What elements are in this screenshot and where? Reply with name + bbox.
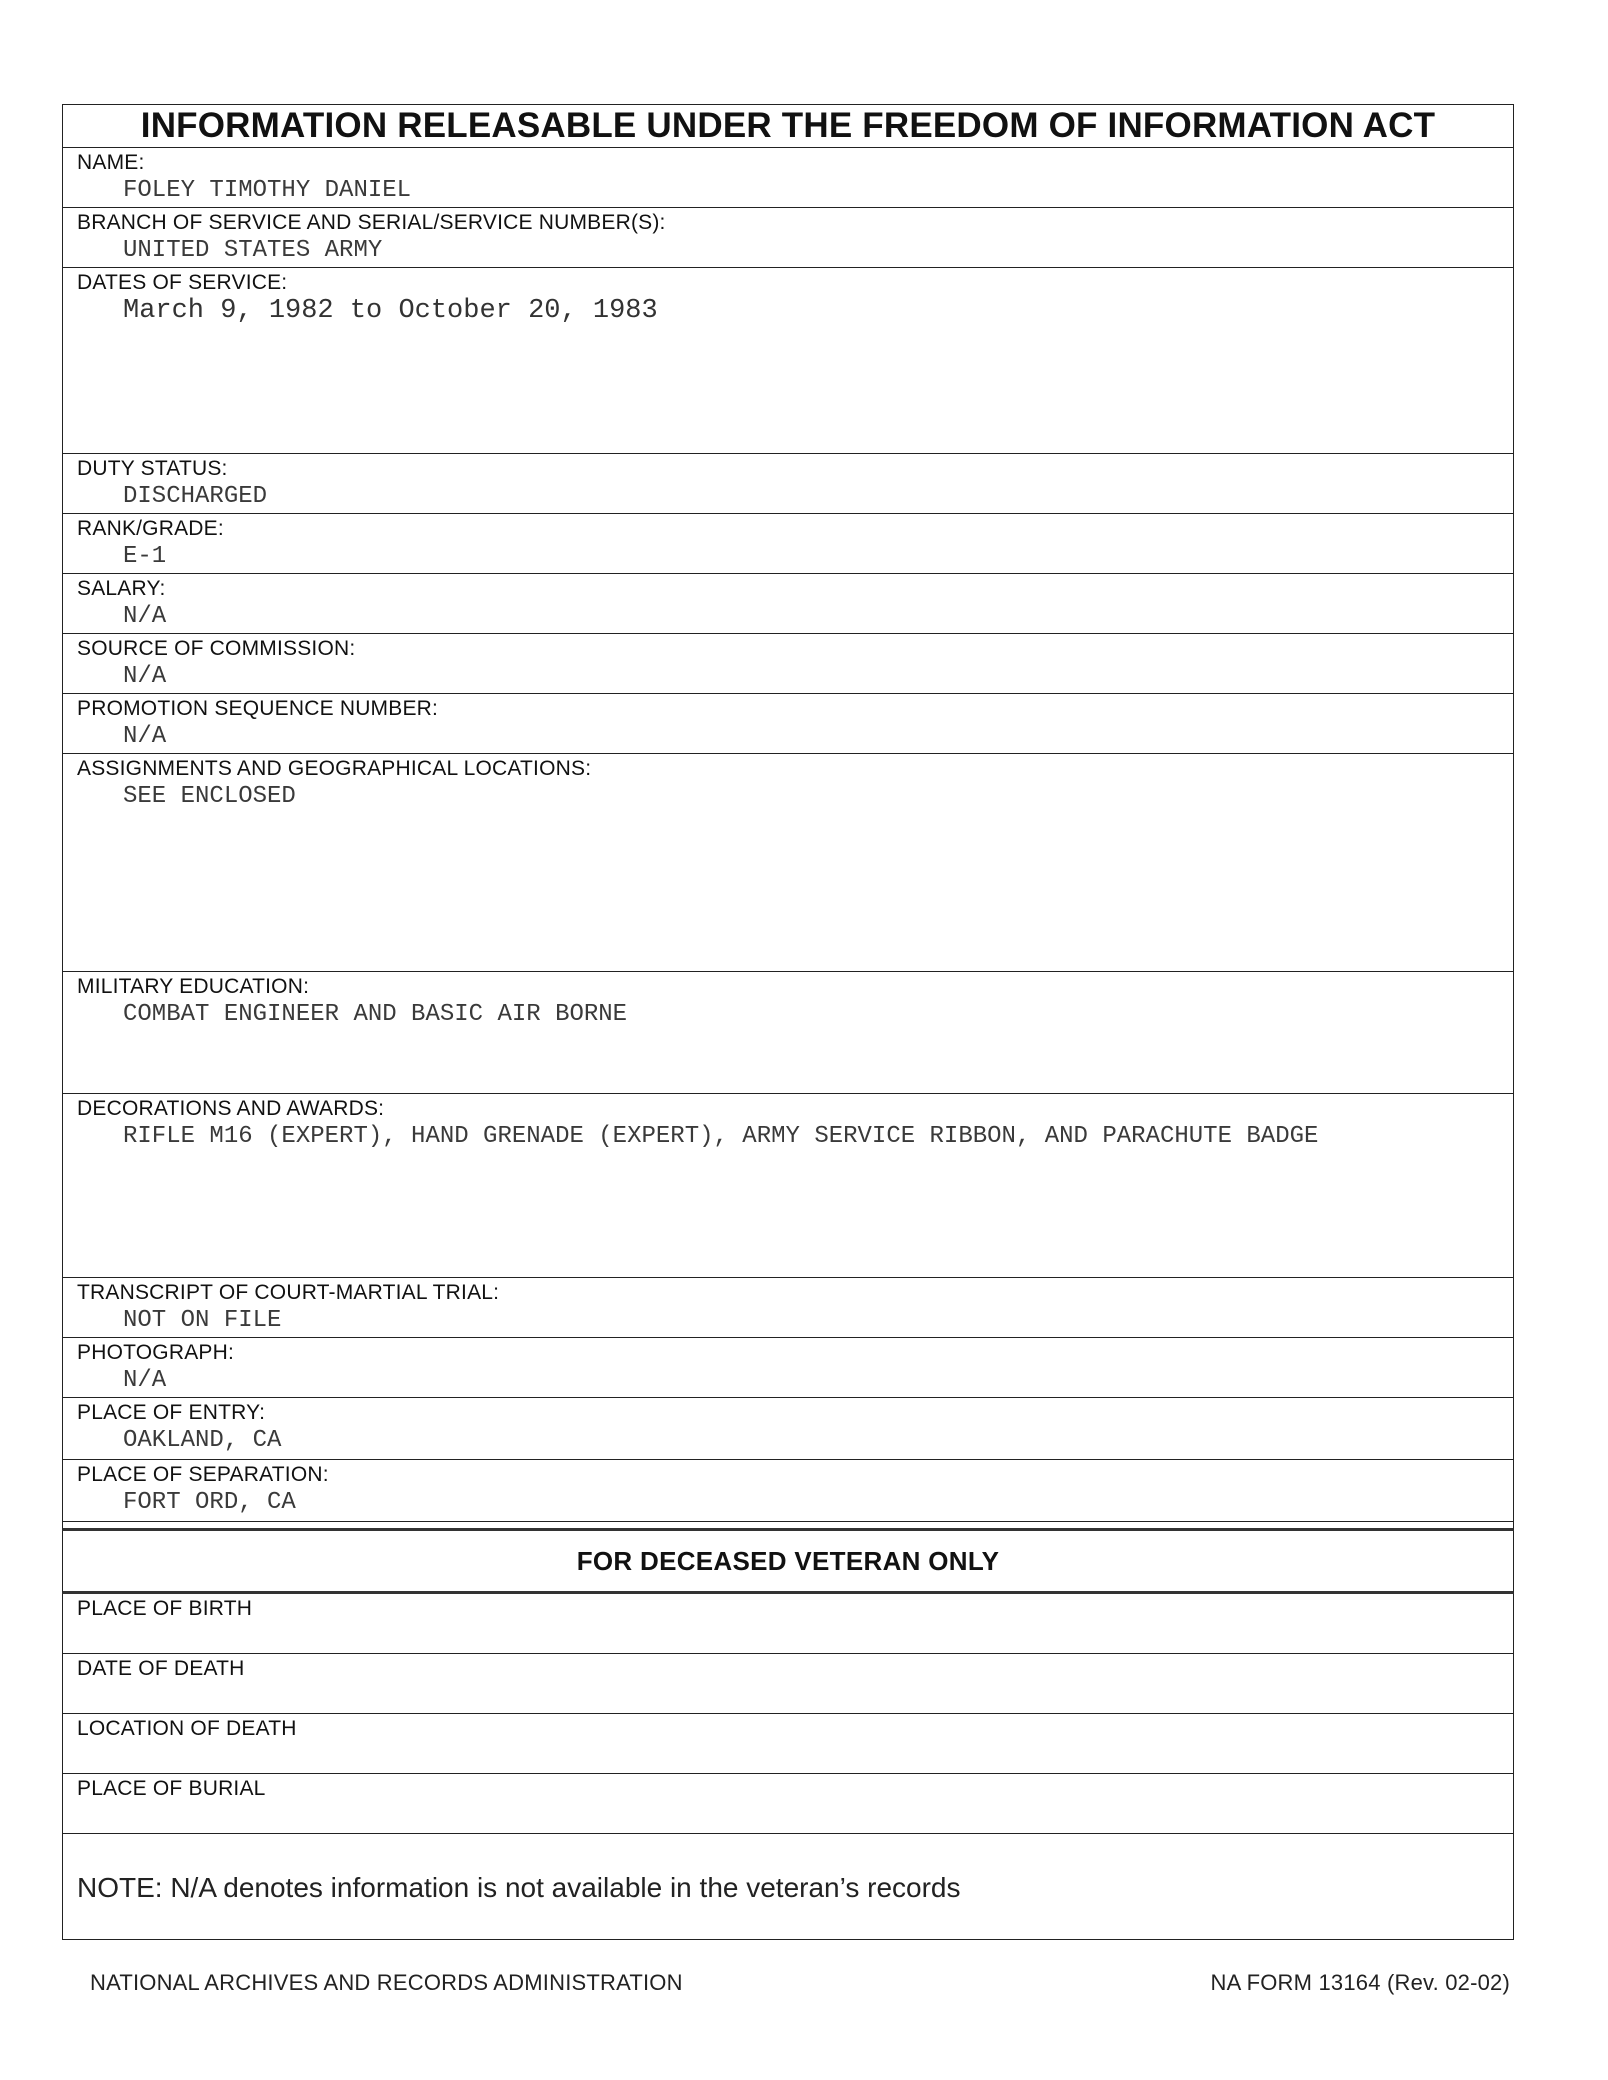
field-value: DISCHARGED: [123, 483, 268, 510]
field-value: SEE ENCLOSED: [123, 783, 296, 810]
field-promotion-sequence-number: [62, 694, 1514, 754]
field-source-of-commission: [62, 634, 1514, 694]
foia-form: [62, 104, 1514, 1940]
field-military-education: [62, 972, 1514, 1094]
field-duty-status: [62, 454, 1514, 514]
field-label: NAME:: [77, 151, 145, 174]
field-value: E-1: [123, 543, 167, 570]
field-value: UNITED STATES ARMY: [123, 237, 383, 264]
field-label: TRANSCRIPT OF COURT-MARTIAL TRIAL:: [77, 1281, 500, 1304]
deceased-section-heading: FOR DECEASED VETERAN ONLY: [62, 1531, 1514, 1594]
field-value: FOLEY TIMOTHY DANIEL: [123, 177, 412, 204]
field-label: PLACE OF BURIAL: [77, 1777, 266, 1800]
field-label: DATE OF DEATH: [77, 1657, 245, 1680]
field-location-of-death: [62, 1714, 1514, 1774]
field-label: PLACE OF BIRTH: [77, 1597, 253, 1620]
field-date-of-death: [62, 1654, 1514, 1714]
field-label: PLACE OF SEPARATION:: [77, 1463, 329, 1486]
field-photograph: [62, 1338, 1514, 1398]
field-value: COMBAT ENGINEER AND BASIC AIR BORNE: [123, 1001, 628, 1028]
field-place-of-birth: [62, 1594, 1514, 1654]
field-label: BRANCH OF SERVICE AND SERIAL/SERVICE NUMBER(S):: [77, 211, 666, 234]
field-value: RIFLE M16 (EXPERT), HAND GRENADE (EXPERT), ARMY SERVICE RIBBON, AND PARACHUTE BADGE: [123, 1123, 1319, 1150]
field-value: NOT ON FILE: [123, 1307, 282, 1334]
field-place-of-burial: [62, 1774, 1514, 1834]
field-label: SALARY:: [77, 577, 166, 600]
field-place-of-separation: [62, 1460, 1514, 1522]
field-label: PROMOTION SEQUENCE NUMBER:: [77, 697, 439, 720]
form-title: INFORMATION RELEASABLE UNDER THE FREEDOM OF INFORMATION ACT: [62, 104, 1514, 148]
field-label: DUTY STATUS:: [77, 457, 228, 480]
field-court-martial-transcript: [62, 1278, 1514, 1338]
field-value: N/A: [123, 723, 167, 750]
field-place-of-entry: [62, 1398, 1514, 1460]
footer-agency: NATIONAL ARCHIVES AND RECORDS ADMINISTRATION: [90, 1970, 683, 1995]
field-rank-grade: [62, 514, 1514, 574]
note: NOTE: N/A denotes information is not available in the veteran’s records: [62, 1834, 1514, 1940]
field-label: MILITARY EDUCATION:: [77, 975, 310, 998]
field-value: N/A: [123, 663, 167, 690]
field-value: FORT ORD, CA: [123, 1489, 296, 1516]
field-dates-of-service: [62, 268, 1514, 454]
field-assignments: [62, 754, 1514, 972]
field-label: DECORATIONS AND AWARDS:: [77, 1097, 385, 1120]
field-label: LOCATION OF DEATH: [77, 1717, 297, 1740]
field-label: PHOTOGRAPH:: [77, 1341, 235, 1364]
field-label: ASSIGNMENTS AND GEOGRAPHICAL LOCATIONS:: [77, 757, 592, 780]
field-label: RANK/GRADE:: [77, 517, 224, 540]
field-label: DATES OF SERVICE:: [77, 271, 288, 294]
field-branch-of-service: [62, 208, 1514, 268]
field-value: March 9, 1982 to October 20, 1983: [123, 296, 658, 326]
field-decorations-and-awards: [62, 1094, 1514, 1278]
footer-form-id: NA FORM 13164 (Rev. 02-02): [1210, 1970, 1510, 1995]
field-label: PLACE OF ENTRY:: [77, 1401, 266, 1424]
section-divider: [62, 1522, 1514, 1531]
field-value: N/A: [123, 603, 167, 630]
field-label: SOURCE OF COMMISSION:: [77, 637, 356, 660]
footer: [90, 1970, 1510, 1996]
field-name: [62, 148, 1514, 208]
field-value: OAKLAND, CA: [123, 1427, 282, 1454]
field-value: N/A: [123, 1367, 167, 1394]
field-salary: [62, 574, 1514, 634]
